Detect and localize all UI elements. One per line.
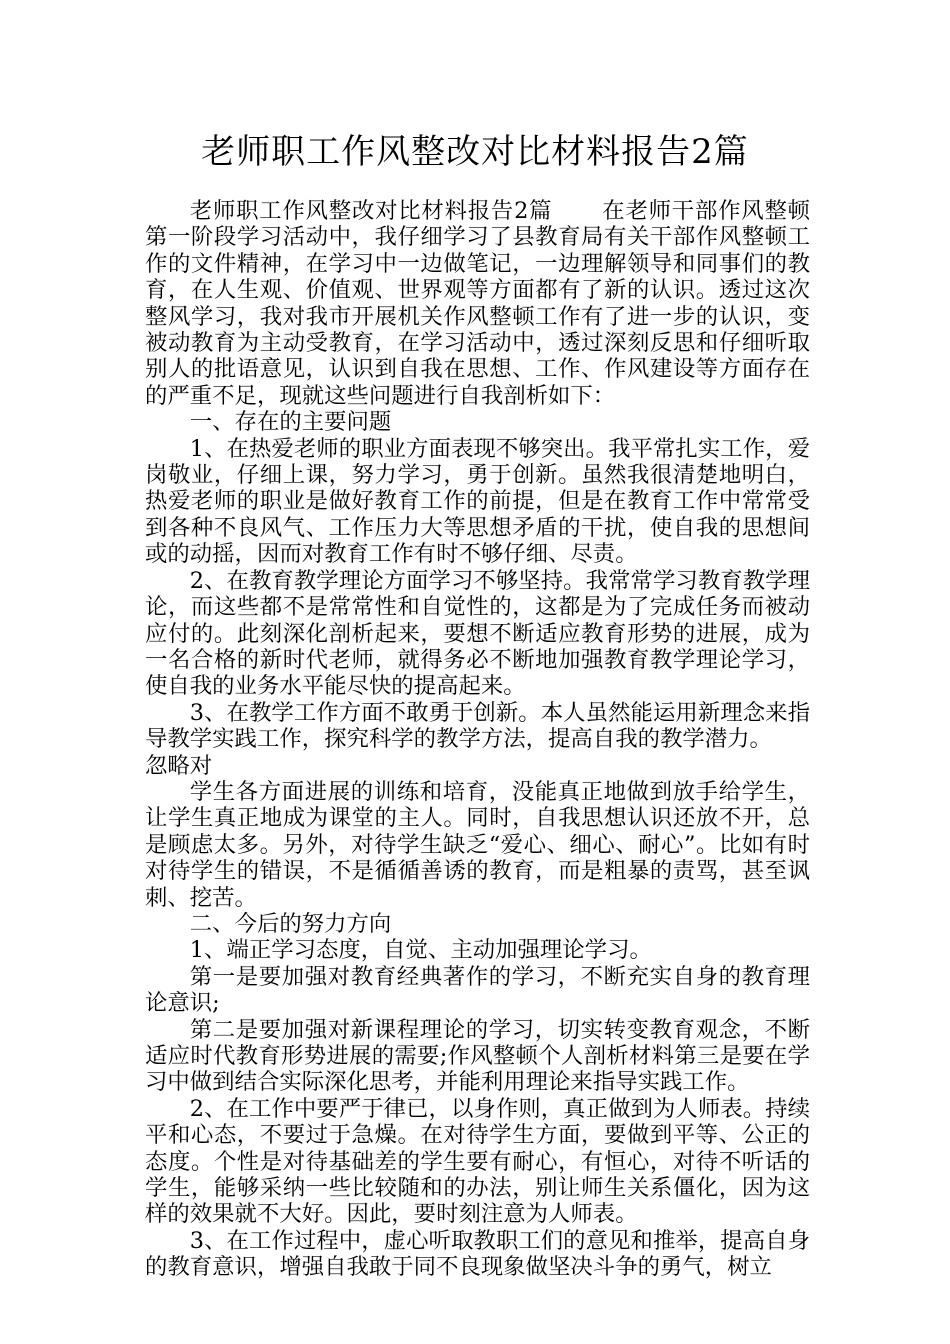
paragraph-direction-1a: 第一是要加强对教育经典著作的学习，不断充实自身的教育理论意识; [145,963,810,1017]
paragraph-problem-2: 2、在教育教学理论方面学习不够坚持。我常常学习教育教学理论，而这些都不是常常性和自觉性的，这都是为了完成任务而被动应付的。此刻深化剖析起来，要想不断适应教育形势的进展，成为一名合格的新时代老师，就得务必不断地加强教育教学理论学习，使自我的业务水平能尽快的提高起来。 [145,567,810,700]
paragraph-problem-3-tail: 忽略对 [145,752,213,779]
paragraph-direction-1: 1、端正学习态度，自觉、主动加强理论学习。 [189,937,652,964]
paragraph-problem-3-continued: 学生各方面进展的训练和培育，没能真正地做到放手给学生，让学生真正地成为课堂的主人。同时，自我思想认识还放不开，总是顾虑太多。另外，对待学生缺乏“爱心、细心、耐心”。比如有时对待学生的错误，不是循循善诱的教育，而是粗暴的责骂，甚至讽刺、挖苦。 [145,778,810,911]
section-heading-problems: 一、存在的主要问题 [189,409,392,436]
paragraph-problem-1: 1、在热爱老师的职业方面表现不够突出。我平常扎实工作，爱岗敬业，仔细上课，努力学习，勇于创新。虽然我很清楚地明白，热爱老师的职业是做好教育工作的前提，但是在教育工作中常常受到各种不良风气、工作压力大等思想矛盾的干扰，使自我的思想间或的动摇，因而对教育工作有时不够仔细、尽责。 [145,435,810,568]
paragraph-problem-3: 3、在教学工作方面不敢勇于创新。本人虽然能运用新理念来指导教学实践工作，探究科学的教学方法，提高自我的教学潜力。 [145,699,810,753]
intro-heading: 老师职工作风整改对比材料报告2篇 [189,198,553,224]
paragraph-direction-2: 2、在工作中要严于律已，以身作则，真正做到为人师表。持续平和心态，不要过于急燥。在对待学生方面，要做到平等、公正的态度。个性是对待基础差的学生要有耐心，有恒心，对待不听话的学生，能够采纳一些比较随和的办法，别让师生关系僵化，因为这样的效果就不大好。因此，要时刻注意为人师表。 [145,1095,810,1228]
paragraph-direction-1b: 第二是要加强对新课程理论的学习，切实转变教育观念，不断适应时代教育形势进展的需要;作风整顿个人剖析材料第三是要在学习中做到结合实际深化思考，并能利用理论来指导实践工作。 [145,1016,810,1096]
paragraph-direction-3: 3、在工作过程中，虚心听取教职工们的意见和推举，提高自身的教育意识，增强自我敢于同不良现象做坚决斗争的勇气，树立 [145,1227,810,1281]
intro-text: 在老师干部作风整顿第一阶段学习活动中，我仔细学习了县教育局有关干部作风整顿工作的文件精神，在学习中一边做笔记，一边理解领导和同事们的教育，在人生观、价值观、世界观等方面都有了新的认识。透过这次整风学习，我对我市开展机关作风整顿工作有了进一步的认识，变被动教育为主动受教育，在学习活动中，透过深刻反思和仔细听取别人的批语意见，认识到自我在思想、工作、作风建设等方面存在的严重不足，现就这些问题进行自我剖析如下： [145,198,810,409]
document-title: 老师职工作风整改对比材料报告2篇 [201,132,749,172]
section-heading-directions: 二、今后的努力方向 [189,910,392,937]
paragraph-intro [145,198,810,409]
document-body [145,198,810,1281]
